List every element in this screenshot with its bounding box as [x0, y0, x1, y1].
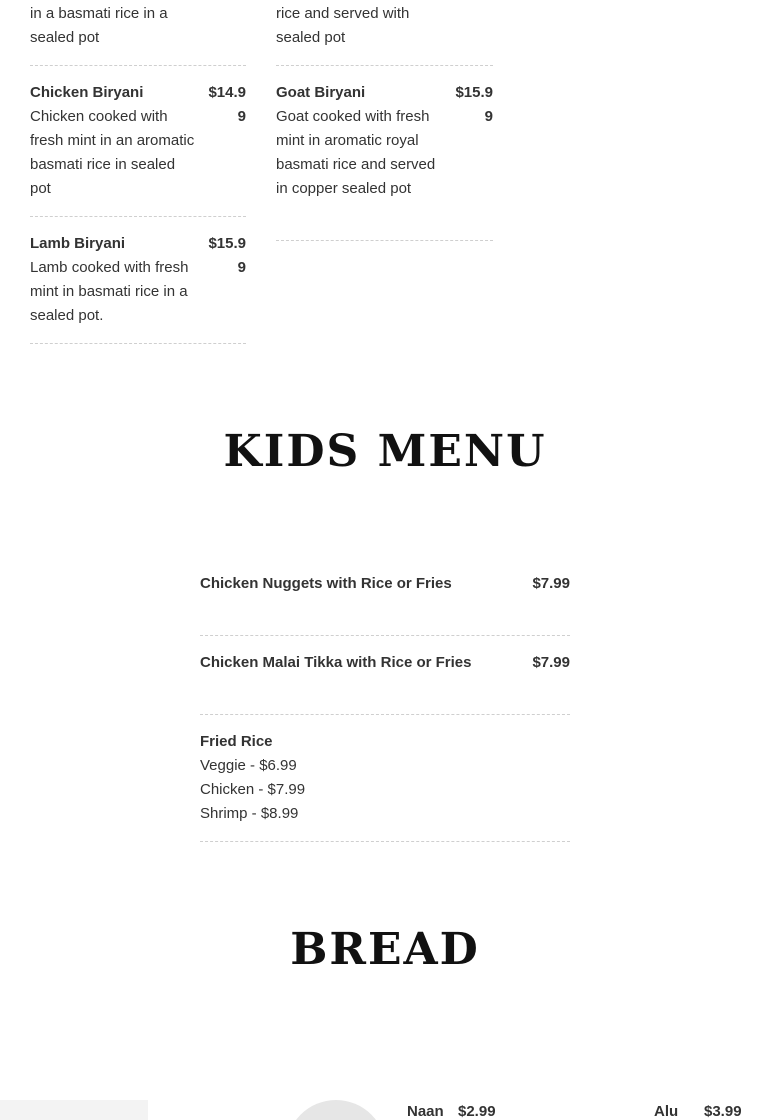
item-name: Chicken Malai Tikka with Rice or Fries	[200, 654, 472, 671]
kids-item-chicken-malai-tikka[interactable]	[200, 651, 570, 715]
item-price: $7.99	[532, 575, 570, 592]
item-name: Fried Rice	[200, 733, 273, 750]
naan-image	[286, 1100, 386, 1120]
item-name: Goat Biryani	[276, 84, 366, 101]
bread-item-naan-price: $2.99	[458, 1103, 496, 1120]
bread-item-alu-price: $3.99	[704, 1103, 742, 1120]
item-description: rice and served with sealed pot	[276, 5, 410, 46]
menu-item-chicken-biryani[interactable]	[30, 81, 246, 217]
fried-rice-option-chicken: Chicken - $7.99	[200, 781, 306, 798]
bread-image	[0, 1100, 148, 1120]
fried-rice-option-shrimp: Shrimp - $8.99	[200, 805, 299, 822]
bread-item-naan-name[interactable]: Naan	[407, 1103, 444, 1120]
item-description: Chicken cooked with fresh mint in an aromatic basmati rice in sealed pot	[30, 108, 195, 197]
menu-item-continued-left	[30, 2, 246, 66]
item-price: $15.99	[208, 235, 246, 276]
item-description: Lamb cooked with fresh mint in basmati rice in a sealed pot.	[30, 259, 189, 324]
menu-item-continued-right	[276, 2, 493, 66]
menu-item-lamb-biryani[interactable]	[30, 232, 246, 344]
item-price: $15.99	[455, 84, 493, 125]
item-description: in a basmati rice in a sealed pot	[30, 5, 168, 46]
item-price: $7.99	[532, 654, 570, 671]
item-name: Chicken Biryani	[30, 84, 144, 101]
kids-menu-title: KIDS MENU	[223, 426, 547, 477]
item-name: Lamb Biryani	[30, 235, 126, 252]
bread-title: BREAD	[290, 924, 480, 975]
menu-item-goat-biryani[interactable]	[276, 81, 493, 241]
kids-item-fried-rice[interactable]	[200, 730, 570, 842]
bread-item-alu-name[interactable]: Alu	[654, 1103, 679, 1120]
fried-rice-option-veggie: Veggie - $6.99	[200, 757, 297, 774]
item-description: Goat cooked with fresh mint in aromatic royal basmati rice and served in copper sealed pot	[276, 108, 436, 197]
item-name: Chicken Nuggets with Rice or Fries	[200, 575, 452, 592]
item-price: $14.99	[208, 84, 246, 125]
kids-item-chicken-nuggets[interactable]	[200, 572, 570, 636]
